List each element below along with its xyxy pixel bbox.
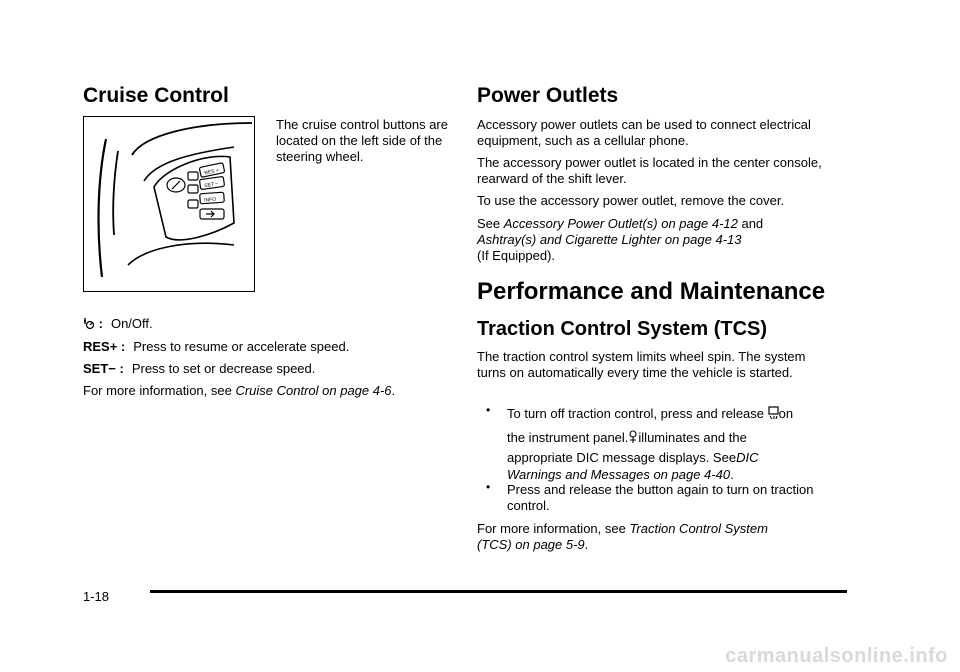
res-label: RES +	[203, 167, 220, 177]
ashtray-link[interactable]: Ashtray(s) and Cigarette Lighter on page 4-13	[477, 232, 742, 247]
tcs-link-2[interactable]: (TCS) on page 5-9	[477, 537, 585, 552]
set-item-text: Press to set or decrease speed.	[131, 361, 316, 376]
tcs-p1: The traction control system limits wheel spin. The system turns on automatically every time the vehicle is started.	[477, 349, 806, 380]
power-p1: Accessory power outlets can be used to connect electrical equipment, such as a cellular phone.	[477, 117, 811, 148]
set-item	[83, 361, 315, 376]
traction-indicator-icon	[628, 430, 638, 444]
set-item-label: SET− :	[83, 361, 124, 376]
dic-link[interactable]: DIC	[736, 450, 759, 465]
bullet-icon: •	[486, 480, 491, 494]
cruise-control-heading: Cruise Control	[83, 84, 229, 107]
traction-off-icon	[768, 406, 779, 420]
tcs-link[interactable]: Traction Control System	[629, 521, 768, 536]
cruise-onoff-button-illustration	[167, 178, 185, 192]
cruise-more-info: For more information, see Cruise Control on page 4-6.	[83, 383, 396, 398]
power-outlets-heading: Power Outlets	[477, 84, 619, 107]
accessory-outlet-link[interactable]: Accessory Power Outlet(s) on page 4-12	[503, 216, 738, 231]
onoff-item	[83, 316, 153, 331]
res-item-text: Press to resume or accelerate speed.	[133, 339, 350, 354]
power-see-refs: See Accessory Power Outlet(s) on page 4-12 and Ashtray(s) and Cigarette Lighter on page 4-13 (If Equipped).	[477, 216, 764, 263]
steering-wheel-figure	[83, 116, 255, 292]
res-item	[83, 339, 349, 354]
page-number: 1-18	[83, 589, 110, 604]
dic-warnings-link[interactable]: Warnings and Messages on page 4-40	[507, 467, 731, 482]
performance-heading: Performance and Maintenance	[477, 278, 826, 305]
cruise-control-link[interactable]: Cruise Control on page 4-6	[235, 383, 392, 398]
bullet-icon: •	[486, 403, 491, 417]
power-p2: The accessory power outlet is located in the center console, rearward of the shift lever.	[477, 155, 822, 186]
cruise-control-icon	[83, 316, 95, 330]
figure-caption: The cruise control buttons are located on the left side of the steering wheel.	[276, 117, 448, 164]
info-label: INFO	[203, 196, 217, 204]
power-p3: To use the accessory power outlet, remove the cover.	[477, 193, 785, 208]
tcs-more-info: For more information, see Traction Control System (TCS) on page 5-9.	[477, 521, 768, 552]
set-label: SET −	[203, 181, 219, 190]
footer-rule	[150, 590, 847, 593]
onoff-label: :	[98, 316, 103, 331]
tcs-heading: Traction Control System (TCS)	[477, 318, 768, 340]
onoff-text: On/Off.	[110, 316, 153, 331]
res-item-label: RES+ :	[83, 339, 126, 354]
tcs-bullet-1: To turn off traction control, press and release on the instrument panel.illuminates and the appropriate DIC message displays. SeeDIC Warnings and Messages on page 4-40.	[507, 406, 794, 482]
watermark: carmanualsonline.info	[725, 645, 948, 667]
steering-wheel-illustration	[84, 117, 253, 290]
tcs-bullet-2: Press and release the button again to turn on traction control.	[507, 482, 814, 513]
